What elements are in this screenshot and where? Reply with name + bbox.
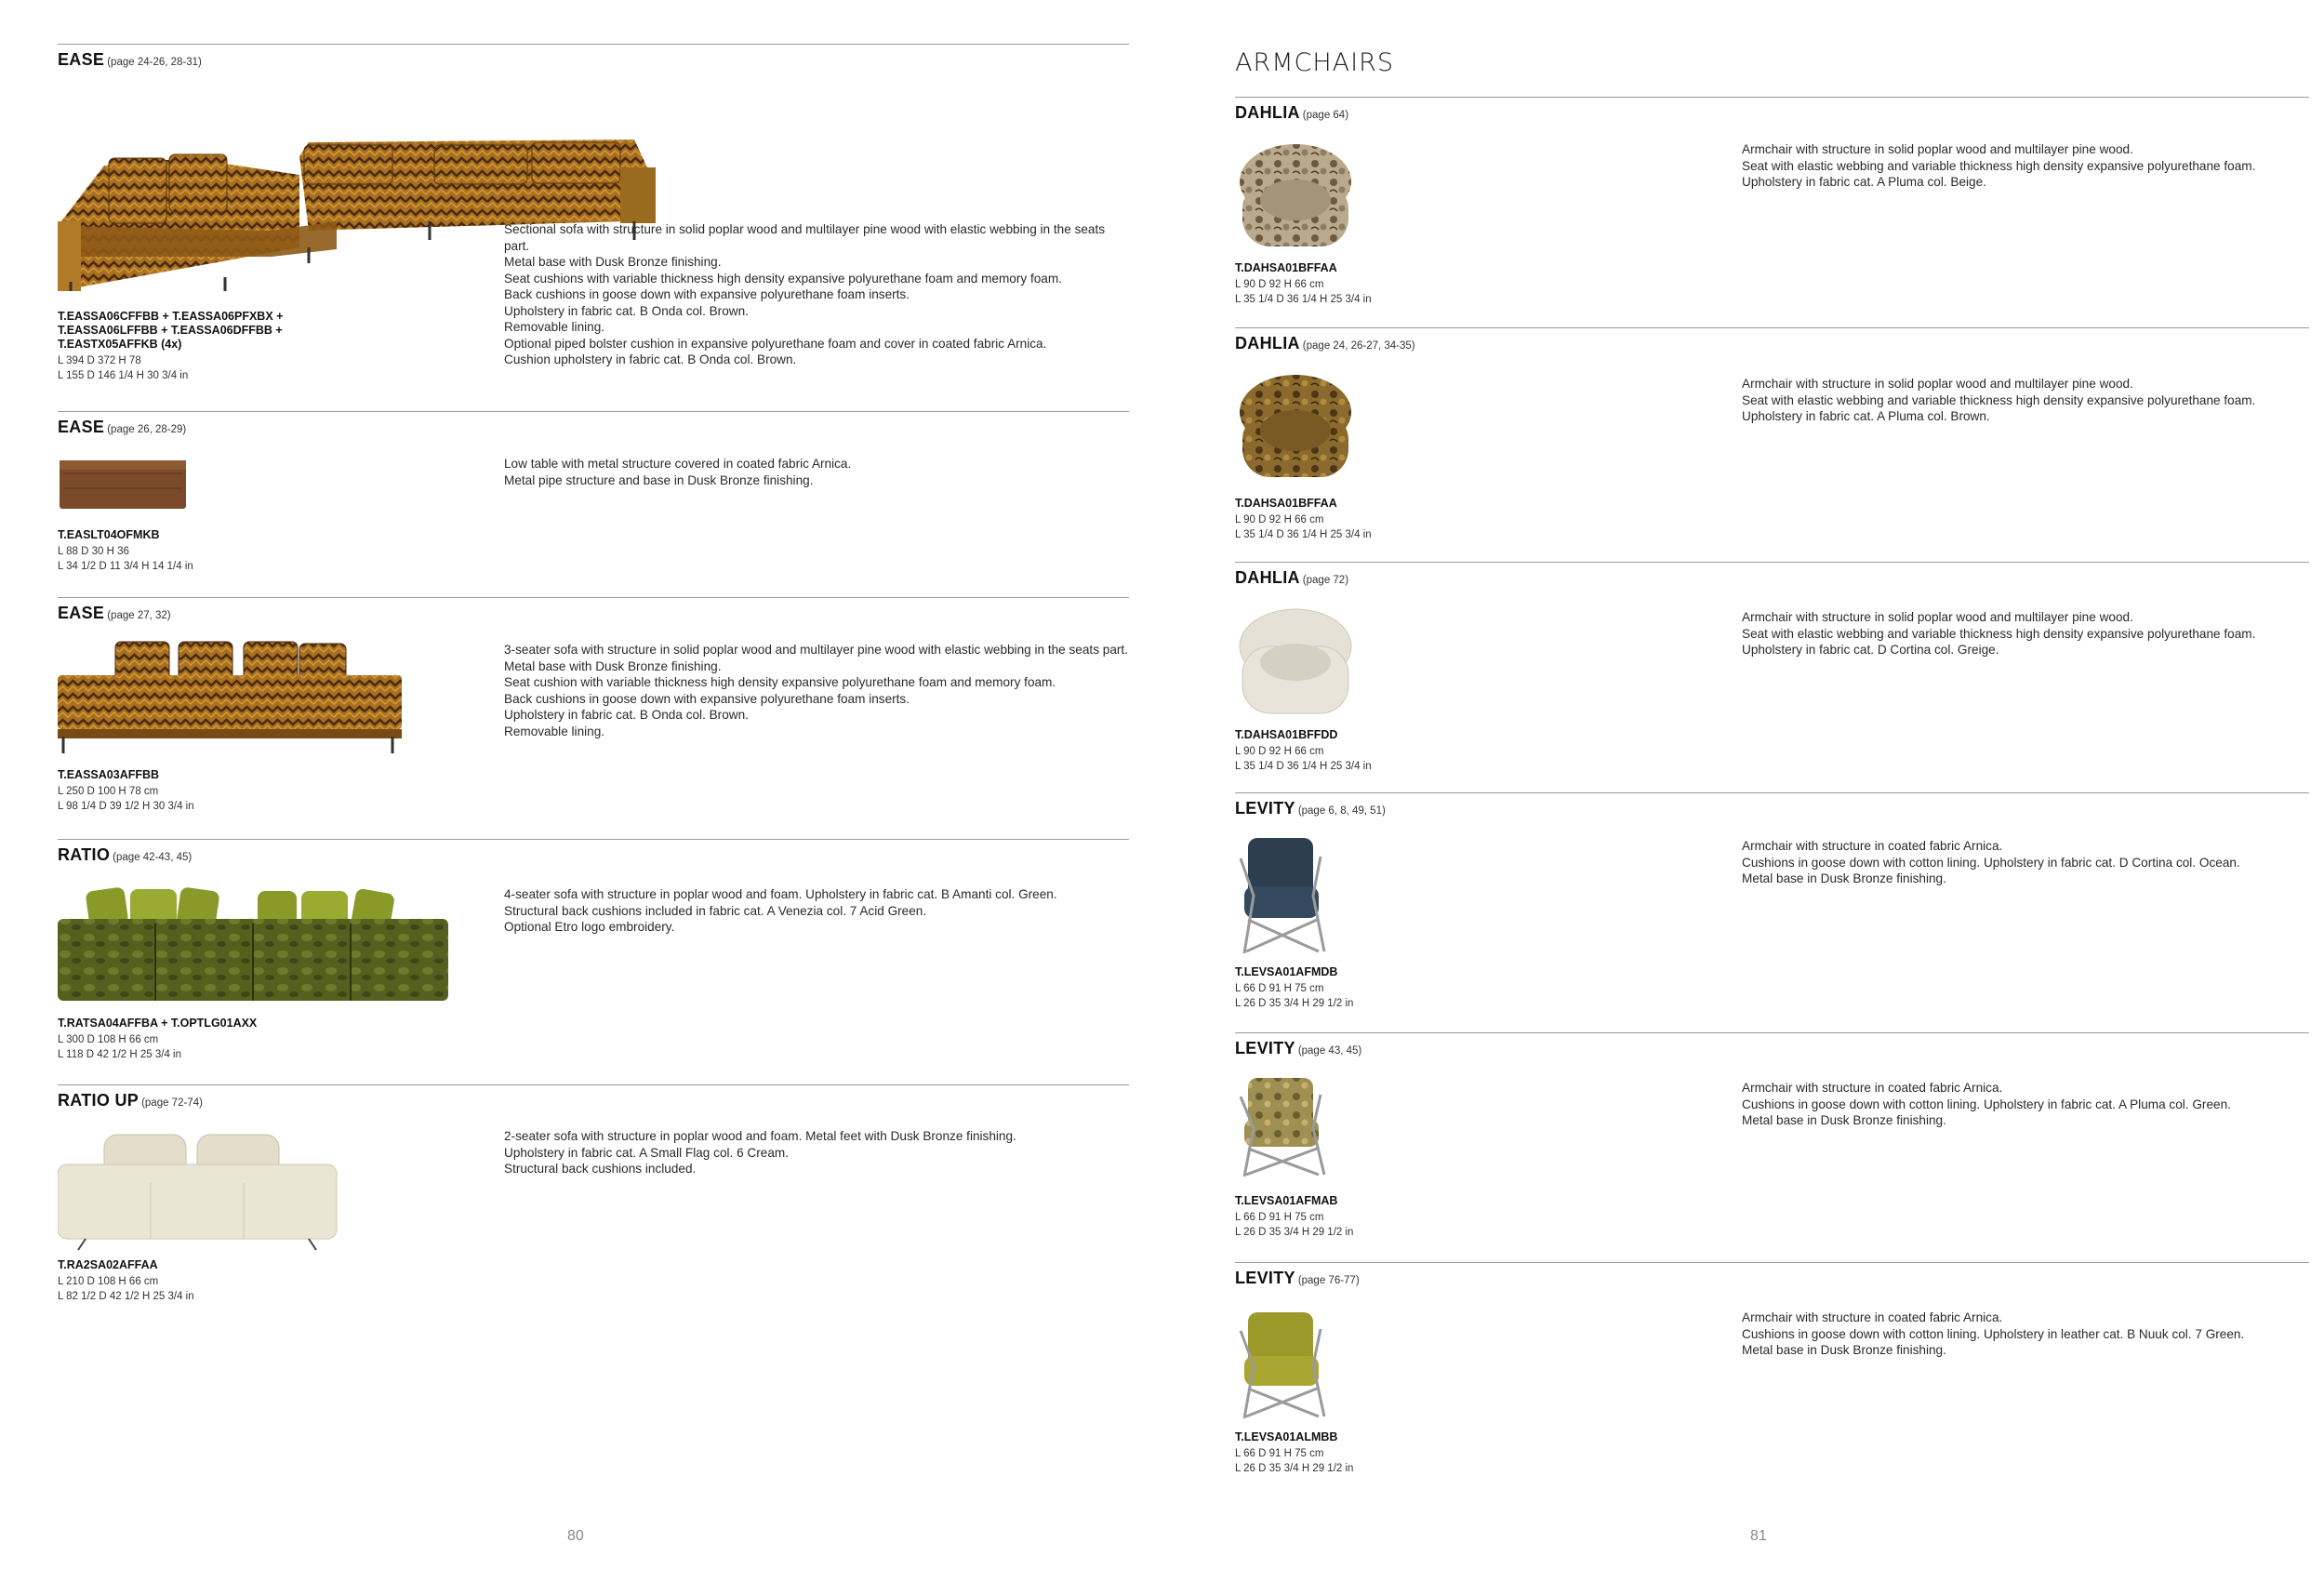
product-code: T.LEVSA01ALMBB xyxy=(1235,1430,1338,1443)
product-header xyxy=(1235,103,1348,123)
page-number: 80 xyxy=(567,1528,584,1544)
section-title: ARMCHAIRS xyxy=(1235,48,1395,77)
description-line: Removable lining. xyxy=(504,724,605,738)
description-line: Seat cushions with variable thickness high density expansive polyurethane foam and memory foam. xyxy=(504,271,1062,286)
dimensions-cm: L 250 D 100 H 78 cm xyxy=(58,786,159,797)
description-line: 2-seater sofa with structure in poplar wood and foam. Metal feet with Dusk Bronze finishing. xyxy=(504,1129,1016,1143)
dimensions-cm: L 66 D 91 H 75 cm xyxy=(1235,1448,1324,1459)
description-line: Sectional sofa with structure in solid poplar wood and multilayer pine wood with elastic webbing in the seats part. xyxy=(504,222,1106,253)
page-reference: (page 72) xyxy=(1302,575,1349,586)
product-entry xyxy=(58,839,1129,1084)
description-line: Back cushions in goose down with expansive polyurethane foam inserts. xyxy=(504,287,910,301)
dimensions-in: L 34 1/2 D 11 3/4 H 14 1/4 in xyxy=(58,561,193,572)
description-line: Upholstery in fabric cat. A Pluma col. Brown. xyxy=(1742,409,1990,423)
product-code: T.EASSA03AFFBB xyxy=(58,768,160,781)
product-code: T.LEVSA01AFMDB xyxy=(1235,965,1338,978)
description-line: Upholstery in fabric cat. A Pluma col. Beige. xyxy=(1742,175,1986,189)
product-header xyxy=(58,418,186,437)
dimensions-in: L 26 D 35 3/4 H 29 1/2 in xyxy=(1235,1227,1354,1238)
description-line: Cushion upholstery in fabric cat. B Onda col. Brown. xyxy=(504,352,797,366)
description-line: Metal base in Dusk Bronze finishing. xyxy=(1742,1343,1946,1357)
dimensions-in: L 26 D 35 3/4 H 29 1/2 in xyxy=(1235,1463,1354,1474)
description-line: Armchair with structure in solid poplar wood and multilayer pine wood. xyxy=(1742,610,2133,624)
page-reference: (page 24, 26-27, 34-35) xyxy=(1302,340,1415,352)
product-entry xyxy=(58,44,1129,411)
product-description xyxy=(504,221,1129,368)
dimensions-cm: L 210 D 108 H 66 cm xyxy=(58,1276,159,1287)
product-code: T.DAHSA01BFFAA xyxy=(1235,261,1337,274)
dimensions-in: L 82 1/2 D 42 1/2 H 25 3/4 in xyxy=(58,1291,194,1302)
description-line: Structural back cushions included. xyxy=(504,1162,697,1176)
description-line: Armchair with structure in coated fabric Arnica. xyxy=(1742,839,2003,853)
product-code: T.EASLT04OFMKB xyxy=(58,528,160,541)
dimensions-cm: L 90 D 92 H 66 cm xyxy=(1235,514,1324,525)
product-entry xyxy=(1235,562,2309,792)
product-header xyxy=(1235,334,1415,353)
product-description xyxy=(504,1128,1129,1177)
description-line: Back cushions in goose down with expansive polyurethane foam inserts. xyxy=(504,691,910,706)
product-header xyxy=(58,604,171,623)
description-line: Seat with elastic webbing and variable thickness high density expansive polyurethane foam. xyxy=(1742,392,2256,407)
description-line: Armchair with structure in solid poplar wood and multilayer pine wood. xyxy=(1742,142,2133,156)
product-code: T.LEVSA01AFMAB xyxy=(1235,1194,1338,1207)
page-reference: (page 24-26, 28-31) xyxy=(107,57,202,68)
dimensions-cm: L 66 D 91 H 75 cm xyxy=(1235,1212,1324,1223)
description-line: Seat with elastic webbing and variable thickness high density expansive polyurethane foam. xyxy=(1742,626,2256,641)
product-description xyxy=(504,456,1129,488)
armchair-image xyxy=(1235,370,1356,491)
product-name: EASE xyxy=(58,50,105,69)
dimensions-in: L 35 1/4 D 36 1/4 H 25 3/4 in xyxy=(1235,294,1372,305)
armchair-image xyxy=(1235,140,1356,260)
product-description xyxy=(1742,609,2318,658)
dimensions-in: L 35 1/4 D 36 1/4 H 25 3/4 in xyxy=(1235,529,1372,540)
description-line: Metal base in Dusk Bronze finishing. xyxy=(1742,871,1946,885)
low-table-image xyxy=(58,451,188,521)
product-header xyxy=(58,845,192,865)
description-line: Cushions in goose down with cotton lining. Upholstery in leather cat. B Nuuk col. 7 Green. xyxy=(1742,1326,2245,1341)
description-line: 4-seater sofa with structure in poplar wood and foam. Upholstery in fabric cat. B Amanti col. Green. xyxy=(504,887,1057,901)
product-name: DAHLIA xyxy=(1235,103,1300,122)
description-line: Metal base with Dusk Bronze finishing. xyxy=(504,658,722,673)
product-name: LEVITY xyxy=(1235,1039,1295,1057)
dimensions-in: L 155 D 146 1/4 H 30 3/4 in xyxy=(58,370,189,381)
product-header xyxy=(58,1091,203,1110)
dimensions-cm: L 300 D 108 H 66 cm xyxy=(58,1034,159,1045)
product-entry xyxy=(1235,1262,2309,1504)
description-line: Metal base with Dusk Bronze finishing. xyxy=(504,255,722,269)
product-name: RATIO UP xyxy=(58,1091,139,1110)
description-line: Low table with metal structure covered in coated fabric Arnica. xyxy=(504,457,852,471)
product-description xyxy=(1742,838,2318,887)
dimensions-cm: L 394 D 372 H 78 xyxy=(58,355,141,366)
product-description xyxy=(504,886,1062,936)
description-line: Optional piped bolster cushion in expansive polyurethane foam and cover in coated fabric Arnica. xyxy=(504,336,1047,351)
page-reference: (page 76-77) xyxy=(1297,1275,1360,1286)
product-name: DAHLIA xyxy=(1235,334,1300,352)
product-name: EASE xyxy=(58,604,105,622)
armchair-image xyxy=(1235,831,1337,961)
description-line: Structural back cushions included in fabric cat. A Venezia col. 7 Acid Green. xyxy=(504,903,927,918)
page-number: 81 xyxy=(1750,1528,1767,1544)
page-reference: (page 42-43, 45) xyxy=(113,852,193,863)
product-code: T.DAHSA01BFFDD xyxy=(1235,728,1338,741)
product-code: T.RA2SA02AFFAA xyxy=(58,1258,158,1271)
description-line: Upholstery in fabric cat. A Small Flag col. 6 Cream. xyxy=(504,1145,789,1160)
product-description xyxy=(1742,141,2318,191)
product-header xyxy=(1235,568,1348,588)
product-code: T.RATSA04AFFBA + T.OPTLG01AXX xyxy=(58,1017,258,1030)
right-page xyxy=(1162,0,2324,1569)
product-header xyxy=(1235,799,1386,818)
description-line: Metal pipe structure and base in Dusk Bronze finishing. xyxy=(504,472,814,487)
product-entry xyxy=(1235,1032,2309,1262)
product-description xyxy=(1742,1310,2318,1359)
page-reference: (page 6, 8, 49, 51) xyxy=(1297,805,1386,817)
page-reference: (page 64) xyxy=(1302,110,1349,121)
page-reference: (page 26, 28-29) xyxy=(107,424,187,435)
description-line: Cushions in goose down with cotton lining. Upholstery in fabric cat. D Cortina col. Ocean. xyxy=(1742,855,2240,870)
description-line: Upholstery in fabric cat. B Onda col. Brown. xyxy=(504,303,749,318)
three-seater-sofa-image xyxy=(58,640,402,761)
two-seater-sofa-image xyxy=(58,1127,346,1253)
dimensions-in: L 26 D 35 3/4 H 29 1/2 in xyxy=(1235,998,1354,1009)
description-line: Armchair with structure in solid poplar wood and multilayer pine wood. xyxy=(1742,377,2133,391)
dimensions-cm: L 90 D 92 H 66 cm xyxy=(1235,279,1324,290)
description-line: Metal base in Dusk Bronze finishing. xyxy=(1742,1113,1946,1127)
product-name: EASE xyxy=(58,418,105,436)
dimensions-in: L 98 1/4 D 39 1/2 H 30 3/4 in xyxy=(58,801,194,812)
product-description xyxy=(1742,1080,2318,1129)
product-header xyxy=(1235,1269,1360,1288)
product-description xyxy=(504,642,1129,739)
description-line: Optional Etro logo embroidery. xyxy=(504,920,675,934)
armchair-image xyxy=(1235,1072,1337,1184)
product-name: LEVITY xyxy=(1235,799,1295,818)
page-reference: (page 43, 45) xyxy=(1297,1045,1362,1057)
product-entry xyxy=(1235,97,2309,327)
product-entry xyxy=(1235,327,2309,562)
product-name: LEVITY xyxy=(1235,1269,1295,1287)
description-line: Armchair with structure in coated fabric Arnica. xyxy=(1742,1310,2003,1324)
page-reference: (page 72-74) xyxy=(141,1097,203,1109)
armchair-image xyxy=(1235,1305,1337,1426)
four-seater-sofa-image xyxy=(58,882,448,1007)
product-entry xyxy=(58,1084,1129,1326)
description-line: Cushions in goose down with cotton lining. Upholstery in fabric cat. A Pluma col. Green. xyxy=(1742,1097,2231,1111)
product-description xyxy=(1742,376,2318,425)
description-line: Seat with elastic webbing and variable thickness high density expansive polyurethane foam. xyxy=(1742,158,2256,173)
armchair-image xyxy=(1235,605,1356,725)
description-line: Upholstery in fabric cat. D Cortina col. Greige. xyxy=(1742,643,1999,657)
dimensions-in: L 35 1/4 D 36 1/4 H 25 3/4 in xyxy=(1235,761,1372,772)
dimensions-cm: L 88 D 30 H 36 xyxy=(58,546,129,557)
product-header xyxy=(58,50,202,70)
dimensions-cm: L 66 D 91 H 75 cm xyxy=(1235,983,1324,994)
product-name: DAHLIA xyxy=(1235,568,1300,587)
description-line: Removable lining. xyxy=(504,320,605,334)
description-line: 3-seater sofa with structure in solid poplar wood and multilayer pine wood with elastic webbing in the seats part. xyxy=(504,643,1128,657)
description-line: Seat cushion with variable thickness high density expansive polyurethane foam and memory foam. xyxy=(504,675,1056,689)
page-reference: (page 27, 32) xyxy=(107,610,171,621)
product-code: T.EASSA06CFFBB + T.EASSA06PFXBX + T.EASSA06LFFBB + T.EASSA06DFFBB + T.EASTX05AFFKB (4x) xyxy=(58,310,284,351)
dimensions-in: L 118 D 42 1/2 H 25 3/4 in xyxy=(58,1049,181,1060)
product-entry xyxy=(1235,792,2309,1032)
description-line: Armchair with structure in coated fabric Arnica. xyxy=(1742,1081,2003,1095)
product-name: RATIO xyxy=(58,845,111,864)
product-code: T.DAHSA01BFFAA xyxy=(1235,497,1337,510)
product-entry xyxy=(58,597,1129,839)
dimensions-cm: L 90 D 92 H 66 cm xyxy=(1235,746,1324,757)
product-entry xyxy=(58,411,1129,597)
description-line: Upholstery in fabric cat. B Onda col. Brown. xyxy=(504,708,749,722)
product-header xyxy=(1235,1039,1361,1058)
